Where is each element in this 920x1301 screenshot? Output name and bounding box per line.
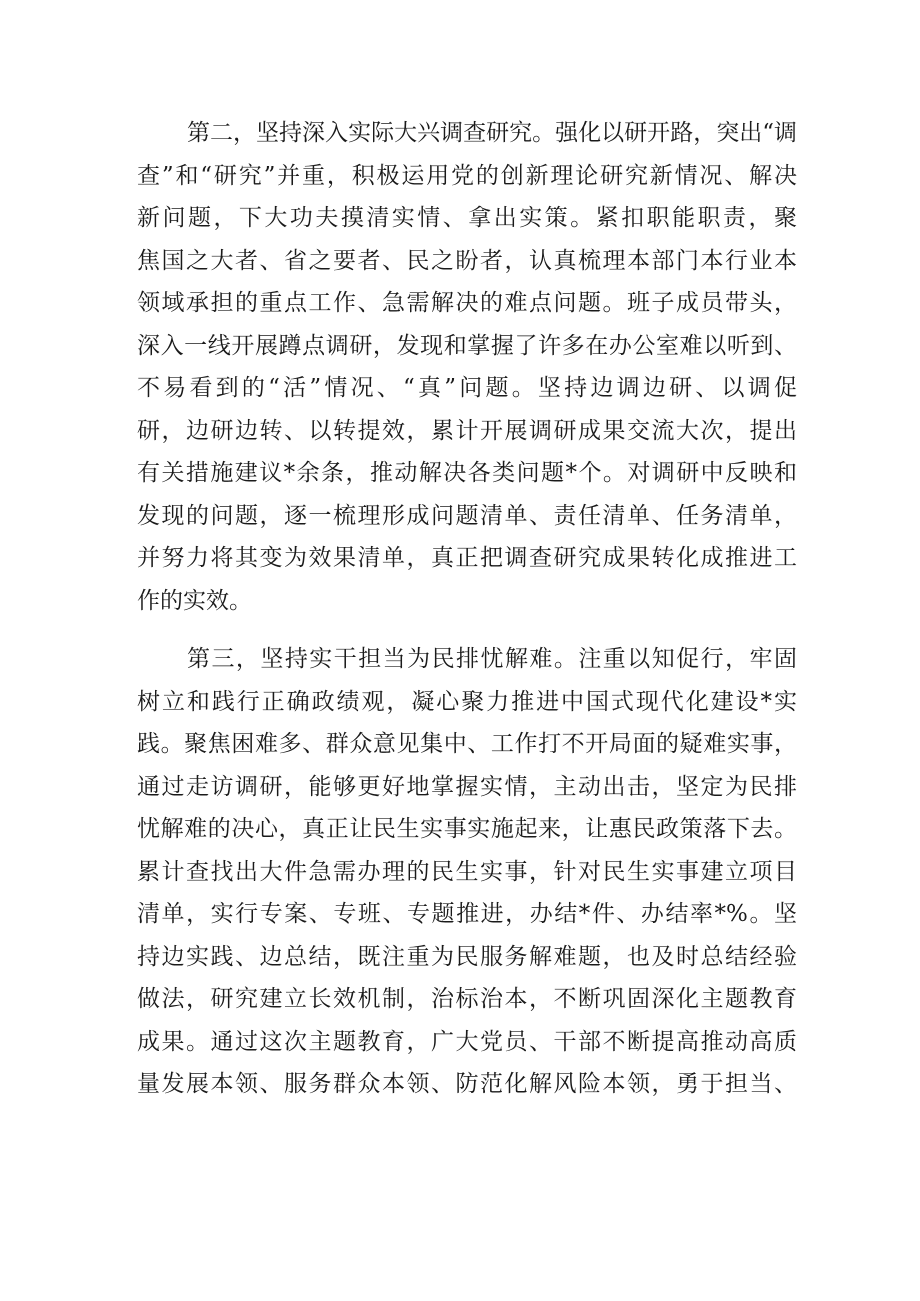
paragraph-line: 不易看到的“活”情况、“真”问题。坚持边调边研、以调促 [137,375,797,401]
paragraph-line: 持边实践、边总结，既注重为民服务解难题，也及时总结经验 [137,943,797,970]
paragraph-line: 做法，研究建立长效机制，治标治本，不断巩固深化主题教育 [137,986,797,1012]
paragraph-line: 领域承担的重点工作、急需解决的难点问题。班子成员带头， [137,290,797,316]
paragraph-second-point [137,112,797,622]
paragraph-line: 成果。通过这次主题教育，广大党员、干部不断提高推动高质 [137,1028,797,1055]
paragraph-line: 树立和践行正确政绩观，凝心聚力推进中国式现代化建设*实 [137,688,797,715]
paragraph-line: 发现的问题，逐一梳理形成问题清单、责任清单、任务清单， [137,502,797,529]
paragraph-line: 并努力将其变为效果清单，真正把调查研究成果转化成推进工 [137,545,797,571]
document-body [137,112,797,1106]
paragraph-line: 清单，实行专案、专班、专题推进，办结*件、办结率*%。坚 [137,901,797,927]
paragraph-line: 忧解难的决心，真正让民生实事实施起来，让惠民政策落下去。 [137,816,797,842]
paragraph-line: 焦国之大者、省之要者、民之盼者，认真梳理本部门本行业本 [137,247,797,274]
paragraph-line: 研，边研边转、以转提效，累计开展调研成果交流大次，提出 [137,417,797,444]
paragraph-line: 第三，坚持实干担当为民排忧解难。注重以知促行，牢固 [187,646,797,672]
paragraph-line: 量发展本领、服务群众本领、防范化解风险本领，勇于担当、 [137,1071,797,1097]
paragraph-line: 通过走访调研，能够更好地掌握实情，主动出击，坚定为民排 [137,773,797,800]
paragraph-line: 累计查找出大件急需办理的民生实事，针对民生实事建立项目 [137,858,797,885]
paragraph-third-point [137,638,797,1106]
paragraph-line: 第二，坚持深入实际大兴调查研究。强化以研开路，突出“调 [187,120,797,146]
paragraph-line: 查”和“研究”并重，积极运用党的创新理论研究新情况、解决 [137,162,797,189]
paragraph-line: 新问题，下大功夫摸清实情、拿出实策。紧扣职能职责，聚 [137,205,797,231]
paragraph-line: 深入一线开展蹲点调研，发现和掌握了许多在办公室难以听到、 [137,332,797,359]
paragraph-line: 践。聚焦困难多、群众意见集中、工作打不开局面的疑难实事， [137,731,797,757]
paragraph-line: 作的实效。 [137,587,252,614]
paragraph-line: 有关措施建议*余条，推动解决各类问题*个。对调研中反映和 [137,460,797,486]
